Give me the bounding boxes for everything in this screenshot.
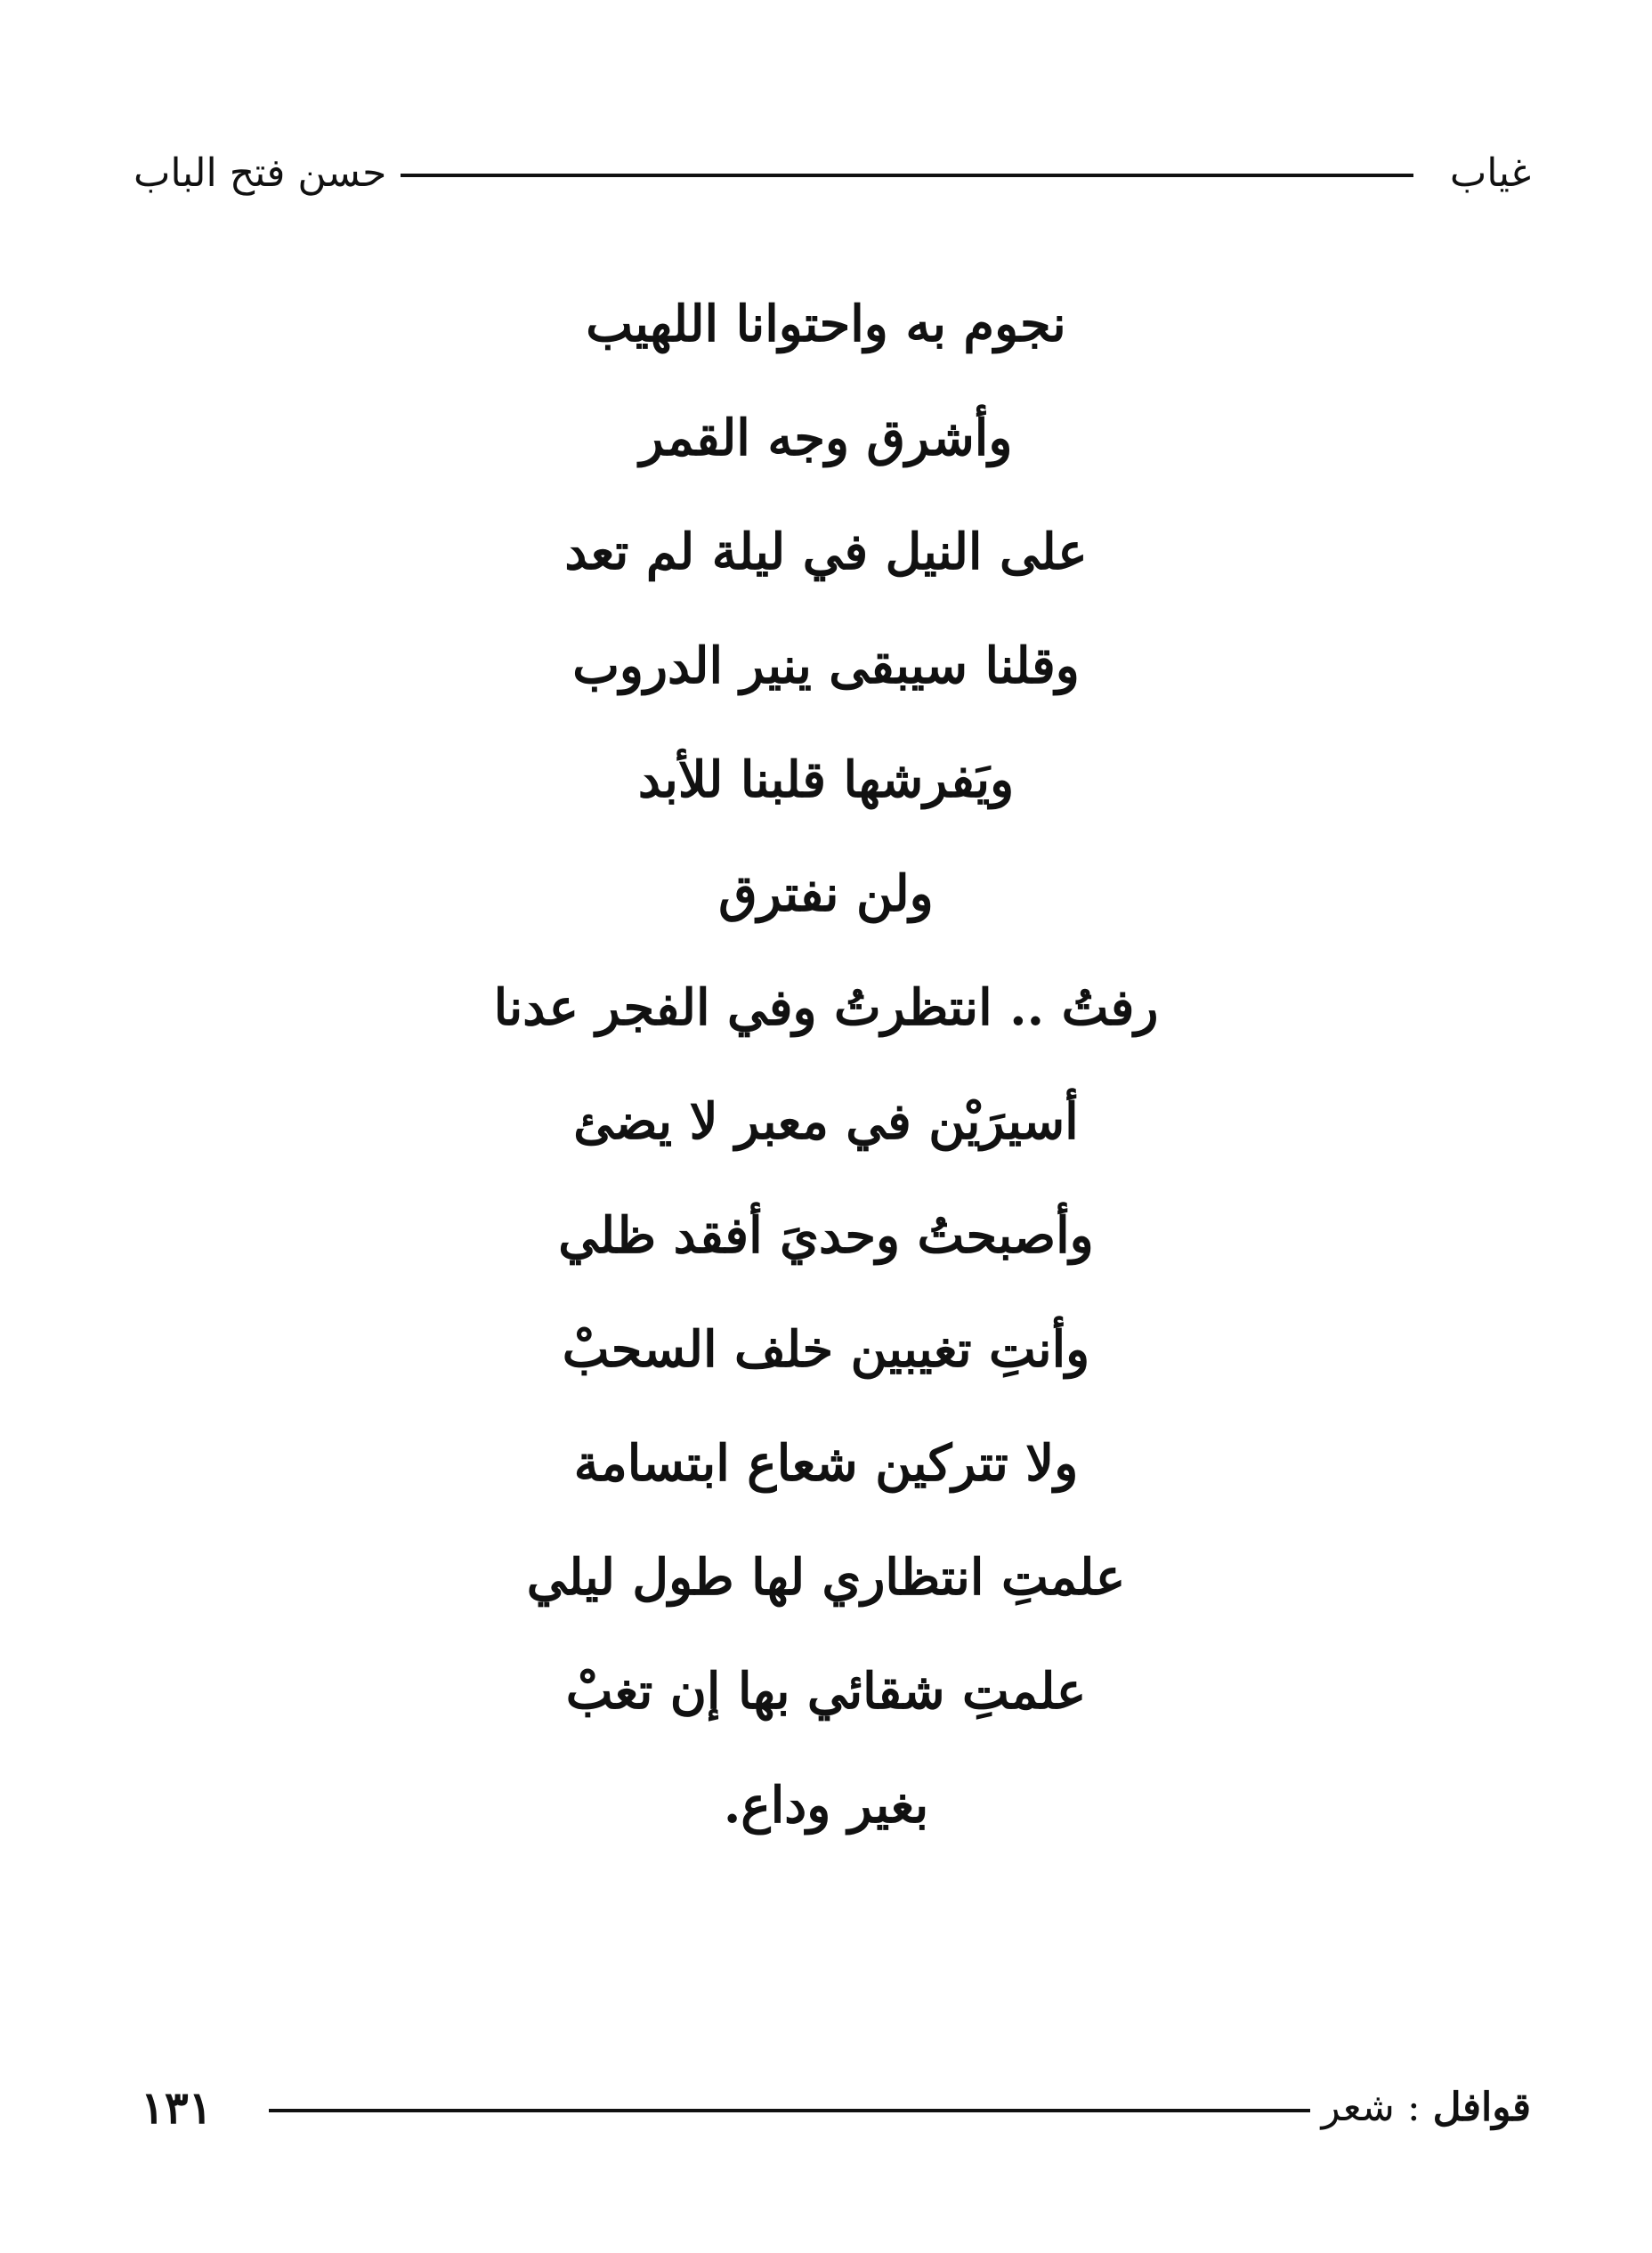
poem-line: أسيرَيْن في معبر لا يضئ [573,1092,1079,1151]
header-rule [401,174,1413,177]
running-header [134,142,1531,205]
poem-body [0,267,1652,1862]
poem-line: وأنتِ تغيبين خلف السحبْ [562,1320,1090,1379]
poem-line: رفتُ .. انتظرتُ وفي الفجر عدنا [493,978,1159,1037]
poem-line: بغير وداع. [723,1776,929,1835]
poem-line: نجوم به واحتوانا اللهيب [586,295,1066,353]
poem-line: وأصبحتُ وحديَ أفقد ظلي [558,1206,1094,1265]
journal-separator: : [1394,2085,1433,2130]
poem-line: علمتِ انتظاري لها طول ليلي [526,1548,1126,1607]
footer-rule [269,2109,1310,2112]
poem-line: ولن نفترق [718,864,934,923]
poem-line: على النيل في ليلة لم تعد [564,523,1088,581]
page-number: ١٣١ [141,2081,213,2134]
author-name: حسن فتح الباب [134,150,387,196]
chapter-title: غياب [1449,150,1531,196]
poem-line: علمتِ شقائي بها إن تغبْ [565,1662,1087,1721]
running-footer [134,2072,1531,2144]
poem-line: وأشرق وجه القمر [639,409,1013,467]
journal-name: قوافل [1432,2085,1531,2130]
journal-section: شعر [1321,2085,1395,2130]
poem-line: ولا تتركين شعاع ابتسامة [573,1434,1079,1493]
journal-label [1321,2072,1531,2144]
poem-line: ويَفرشها قلبنا للأبد [637,750,1015,809]
poem-line: وقلنا سيبقى ينير الدروب [572,636,1080,695]
